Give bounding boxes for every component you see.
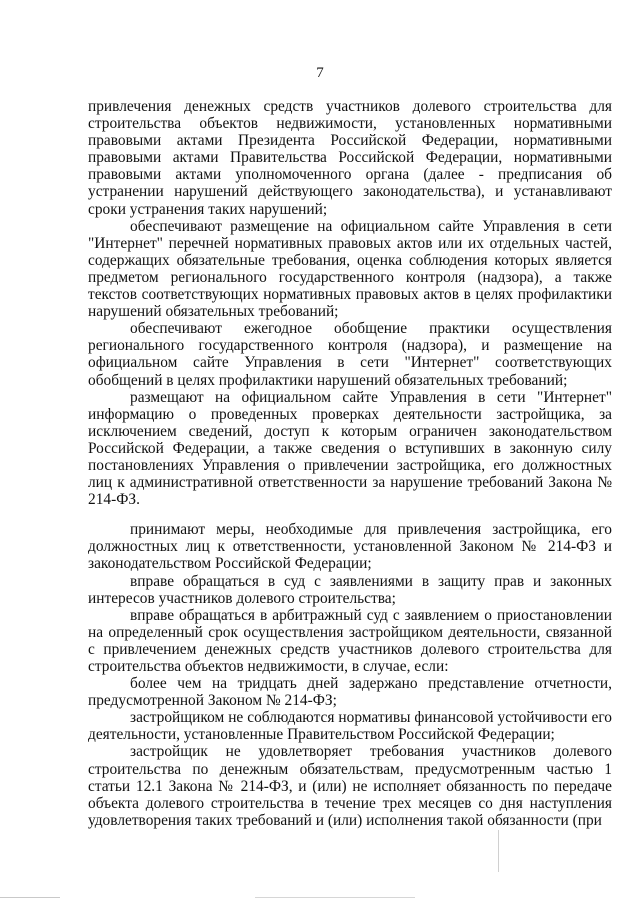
paragraph-8: более чем на тридцать дней задержано представление отчетности, предусмотренной Законом № 214-ФЗ; — [88, 675, 612, 710]
scan-artifact-bottom-left — [0, 897, 60, 898]
paragraph-6: вправе обращаться в суд с заявлениями в защиту прав и законных интересов участников долевого строительства; — [88, 572, 612, 607]
scan-artifact-bottom-middle — [255, 897, 415, 898]
scan-artifact-vertical — [498, 830, 499, 872]
paragraph-5: принимают меры, необходимые для привлечения застройщика, его должностных лиц к ответственности, установленной Законом № 214-ФЗ и законодательством Российской Федерации; — [88, 521, 612, 573]
paragraph-7: вправе обращаться в арбитражный суд с заявлением о приостановлении на определенный срок осуществления застройщиком деятельности, связанной с привлечением денежных средств участников долевого строительства для строительства объектов недвижимости, в случае, если: — [88, 606, 612, 675]
paragraph-9: застройщиком не соблюдаются нормативы финансовой устойчивости его деятельности, установленные Правительством Российской Федерации; — [88, 709, 612, 744]
body-text — [88, 98, 612, 829]
paragraph-2: обеспечивают размещение на официальном сайте Управления в сети "Интернет" перечней нормативных правовых актов или их отдельных частей, содержащих обязательные требования, оценка соблюдения которых является предметом регионального государственного контроля (надзора), а также текстов соответствующих нормативных правовых актов в целях профилактики нарушений обязательных требований; — [88, 217, 612, 321]
paragraph-3: обеспечивают ежегодное обобщение практики осуществления регионального государственного контроля (надзора), и размещение на официальном сайте Управления в сети "Интернет" соответствующих обобщений в целях профилактики нарушений обязательных требований; — [88, 320, 612, 389]
paragraph-10: застройщик не удовлетворяет требования участников долевого строительства по денежным обязательствам, предусмотренным частью 1 статьи 12.1 Закона № 214-ФЗ, и (или) не исполняет обязанность по передаче объекта долевого строительства в течение трех месяцев со дня наступления удовлетворения таких требований и (или) исполнения такой обязанности (при — [88, 743, 612, 829]
paragraph-1: привлечения денежных средств участников долевого строительства для строительства объектов недвижимости, установленных нормативными правовыми актами Президента Российской Федерации, нормативными правовыми актами Правительства Российской Федерации, нормативными правовыми актами уполномоченного органа (далее - предписания об устранении нарушений действующего законодательства), и устанавливают сроки устранения таких нарушений; — [88, 98, 612, 218]
page-number: 7 — [316, 65, 324, 81]
paragraph-4: размещают на официальном сайте Управления в сети "Интернет" информацию о проведенных проверках деятельности застройщика, за исключением сведений, доступ к которым ограничен законодательством Российской Федерации, а также сведения о вступивших в законную силу постановлениях Управления о привлечении застройщика, его должностных лиц к административной ответственности за нарушение требований Закона № 214-ФЗ. — [88, 388, 612, 509]
